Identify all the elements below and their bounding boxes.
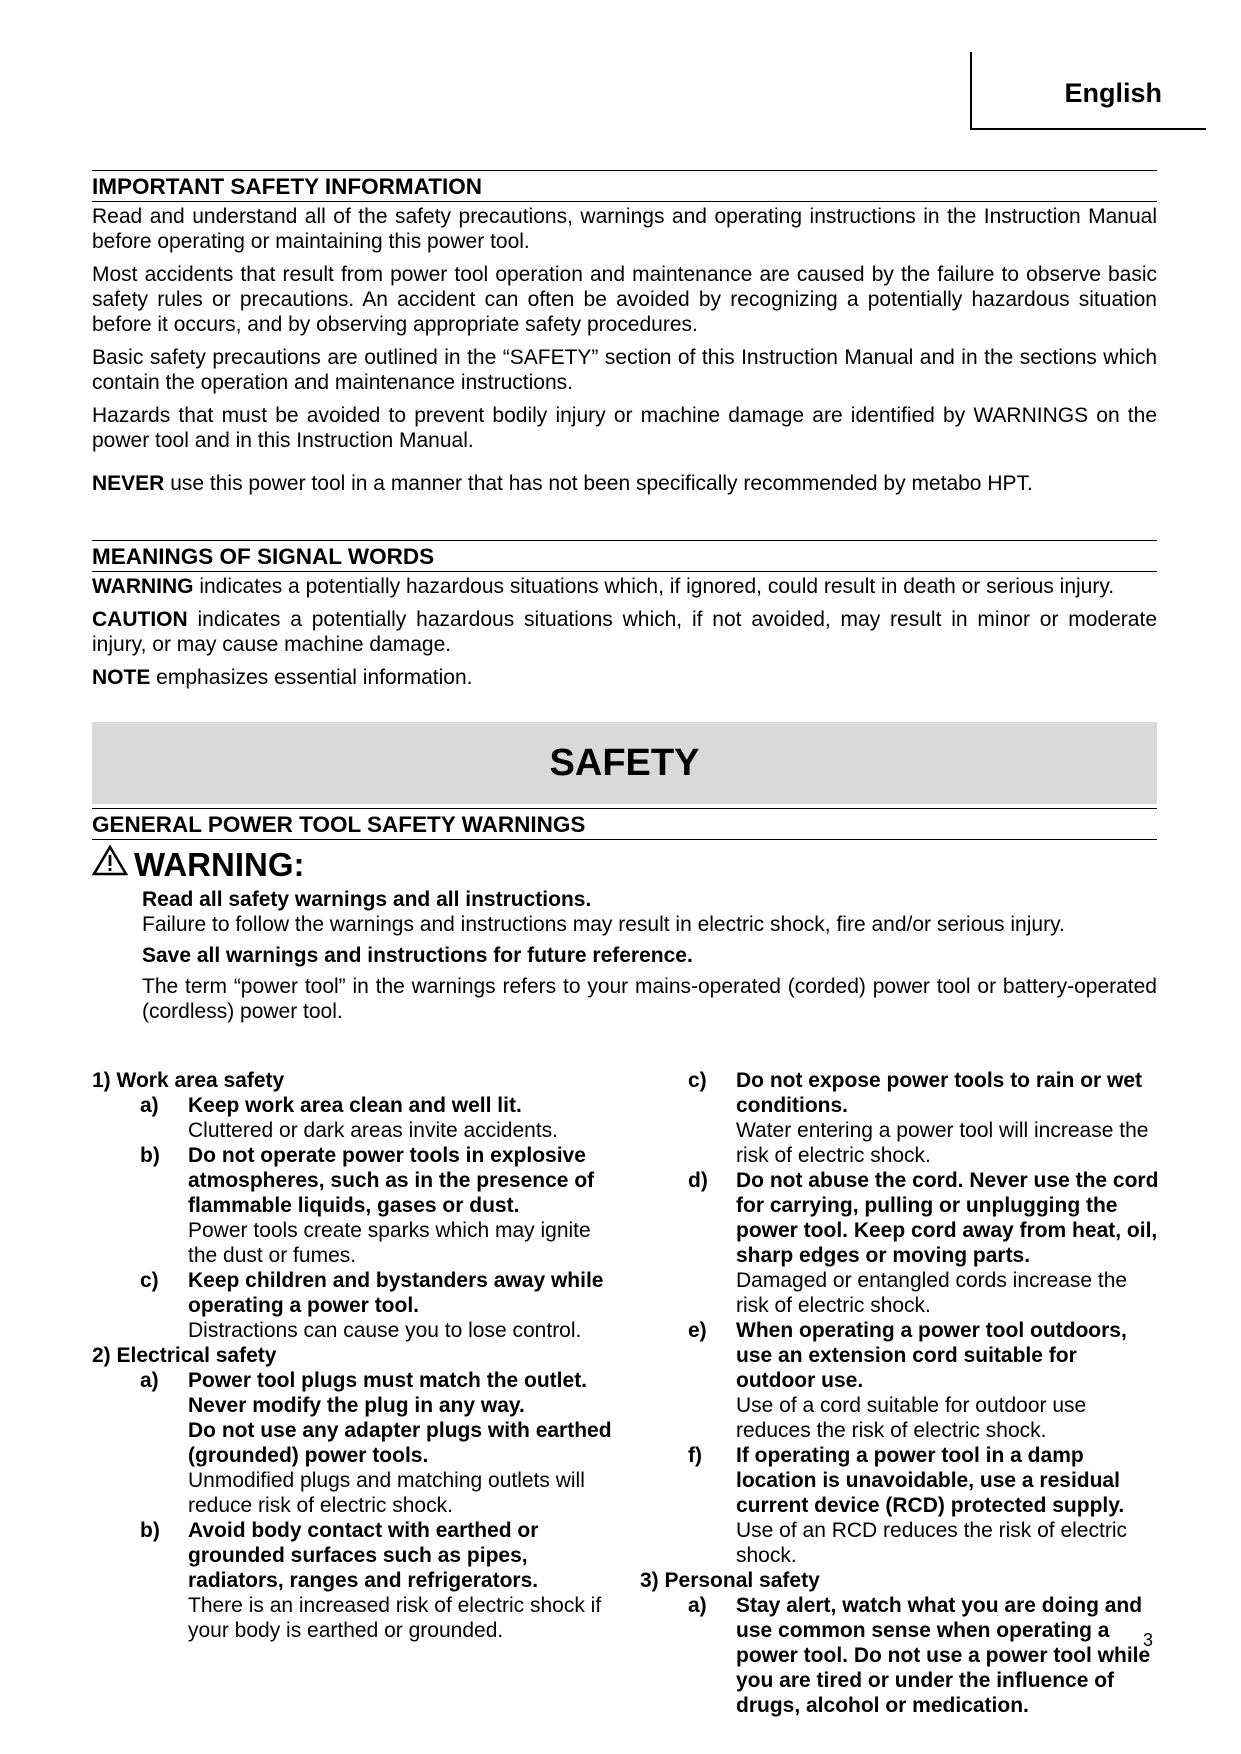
- item-label: a): [140, 1369, 159, 1392]
- item-content: [188, 1518, 612, 1643]
- never-statement: [92, 471, 1157, 496]
- warning-text: indicates a potentially hazardous situations which, if ignored, could result in death or serious injury.: [193, 575, 1115, 598]
- item-content: [736, 1593, 1160, 1718]
- work-area-heading: 1) Work area safety: [92, 1069, 285, 1092]
- general-warnings-title: GENERAL POWER TOOL SAFETY WARNINGS: [92, 808, 1157, 840]
- item-heading: Stay alert, watch what you are doing and use common sense when operating a power tool. Do not use a power tool while you are tired or under the influence of drugs, alcohol or medication.: [736, 1594, 1151, 1717]
- item-heading: Do not use any adapter plugs with earthed (grounded) power tools.: [188, 1419, 612, 1467]
- item-content: [188, 1143, 612, 1268]
- caution-text: indicates a potentially hazardous situations which, if not avoided, may result in minor or moderate injury, or may cause machine damage.: [92, 608, 1157, 656]
- electrical-item-e: [640, 1318, 1160, 1443]
- important-p2: Most accidents that result from power tool operation and maintenance are caused by the failure to observe basic safety rules or precautions. An accident can often be avoided by recognizing a potentially hazardous situation before it occurs, and by observing appropriate safety procedures.: [92, 263, 1157, 336]
- note-definition: [92, 665, 1157, 690]
- item-explanation: Cluttered or dark areas invite accidents.: [188, 1119, 559, 1142]
- signal-words-title: MEANINGS OF SIGNAL WORDS: [92, 540, 1157, 572]
- item-label: b): [140, 1144, 160, 1167]
- item-heading: When operating a power tool outdoors, use an extension cord suitable for outdoor use.: [736, 1319, 1127, 1392]
- personal-safety-heading: 3) Personal safety: [640, 1569, 820, 1592]
- work-area-item-c: [92, 1268, 612, 1343]
- item-content: [188, 1093, 612, 1143]
- important-safety-title: IMPORTANT SAFETY INFORMATION: [92, 170, 1157, 202]
- item-heading: If operating a power tool in a damp location is unavoidable, use a residual current device (RCD) protected supply.: [736, 1444, 1125, 1517]
- electrical-item-b: [92, 1518, 612, 1643]
- electrical-heading: 2) Electrical safety: [92, 1344, 277, 1367]
- warning-heading-text: WARNING:: [134, 845, 305, 883]
- item-label: d): [688, 1169, 708, 1192]
- item-label: c): [140, 1269, 159, 1292]
- item-label: f): [688, 1444, 702, 1467]
- left-column: [92, 1068, 612, 1643]
- work-area-item-b: [92, 1143, 612, 1268]
- general-warnings-section: [92, 808, 1157, 1030]
- item-label: a): [688, 1594, 707, 1617]
- item-content: [736, 1068, 1160, 1168]
- never-label: NEVER: [92, 472, 165, 495]
- important-safety-section: [92, 170, 1157, 504]
- item-heading: Never modify the plug in any way.: [188, 1394, 525, 1417]
- item-explanation: Unmodified plugs and matching outlets will reduce risk of electric shock.: [188, 1469, 585, 1517]
- term-text: The term “power tool” in the warnings refers to your mains-operated (corded) power tool or battery-operated (cordless) power tool.: [142, 975, 1157, 1023]
- save-all-instruction: [142, 943, 1157, 968]
- work-area-item-a: [92, 1093, 612, 1143]
- caution-label: CAUTION: [92, 608, 188, 631]
- item-label: a): [140, 1094, 159, 1117]
- read-all-text: Read all safety warnings and all instructions.: [142, 888, 592, 911]
- note-text: emphasizes essential information.: [150, 666, 473, 689]
- item-heading: Keep work area clean and well lit.: [188, 1094, 522, 1117]
- important-p3: Basic safety precautions are outlined in the “SAFETY” section of this Instruction Manual and in the sections which contain the operation and maintenance instructions.: [92, 346, 1157, 394]
- language-tab: [970, 52, 1206, 130]
- item-heading: Do not abuse the cord. Never use the cord for carrying, pulling or unplugging the power tool. Keep cord away from heat, oil, sharp edges or moving parts.: [736, 1169, 1159, 1267]
- warning-triangle-icon: [92, 844, 128, 885]
- personal-item-a: [640, 1593, 1160, 1718]
- signal-words-section: [92, 540, 1157, 698]
- item-heading: Do not expose power tools to rain or wet conditions.: [736, 1069, 1143, 1117]
- item-explanation: Damaged or entangled cords increase the risk of electric shock.: [736, 1269, 1128, 1317]
- item-content: [736, 1443, 1160, 1568]
- warning-definition: [92, 574, 1157, 599]
- item-explanation: Power tools create sparks which may ignite the dust or fumes.: [188, 1219, 591, 1267]
- item-explanation: There is an increased risk of electric shock if your body is earthed or grounded.: [188, 1594, 602, 1642]
- warning-body: [92, 887, 1157, 1024]
- item-explanation: Water entering a power tool will increase the risk of electric shock.: [736, 1119, 1149, 1167]
- safety-banner: SAFETY: [92, 722, 1157, 804]
- warning-heading: [92, 844, 1157, 885]
- electrical-item-f: [640, 1443, 1160, 1568]
- item-explanation: Use of an RCD reduces the risk of electric shock.: [736, 1519, 1127, 1567]
- item-heading: Avoid body contact with earthed or grounded surfaces such as pipes, radiators, ranges and refrigerators.: [188, 1519, 539, 1592]
- item-heading: Keep children and bystanders away while operating a power tool.: [188, 1269, 604, 1317]
- right-column: [640, 1068, 1160, 1718]
- item-heading: Power tool plugs must match the outlet.: [188, 1369, 588, 1392]
- never-text: use this power tool in a manner that has not been specifically recommended by metabo HPT.: [164, 472, 1033, 495]
- item-explanation: Distractions can cause you to lose control.: [188, 1319, 582, 1342]
- failure-text: Failure to follow the warnings and instructions may result in electric shock, fire and/or serious injury.: [142, 913, 1065, 936]
- item-heading: Do not operate power tools in explosive atmospheres, such as in the presence of flammable liquids, gases or dust.: [188, 1144, 595, 1217]
- warning-label: WARNING: [92, 575, 194, 598]
- item-content: [188, 1368, 612, 1518]
- save-all-text: Save all warnings and instructions for future reference.: [142, 944, 693, 967]
- item-content: [188, 1268, 612, 1343]
- item-label: b): [140, 1519, 160, 1542]
- item-explanation: Use of a cord suitable for outdoor use reduces the risk of electric shock.: [736, 1394, 1087, 1442]
- electrical-item-a: [92, 1368, 612, 1518]
- read-all-instruction: [142, 887, 1157, 912]
- item-content: [736, 1168, 1160, 1318]
- item-label: c): [688, 1069, 707, 1092]
- electrical-item-c: [640, 1068, 1160, 1168]
- item-content: [736, 1318, 1160, 1443]
- item-label: e): [688, 1319, 707, 1342]
- important-p4: Hazards that must be avoided to prevent bodily injury or machine damage are identified by WARNINGS on the power tool and in this Instruction Manual.: [92, 404, 1157, 452]
- important-p1: Read and understand all of the safety precautions, warnings and operating instructions in the Instruction Manual before operating or maintaining this power tool.: [92, 205, 1157, 253]
- electrical-item-d: [640, 1168, 1160, 1318]
- note-label: NOTE: [92, 666, 151, 689]
- caution-definition: [92, 607, 1157, 657]
- language-label: English: [1064, 78, 1162, 108]
- page-number: 3: [1143, 1630, 1154, 1650]
